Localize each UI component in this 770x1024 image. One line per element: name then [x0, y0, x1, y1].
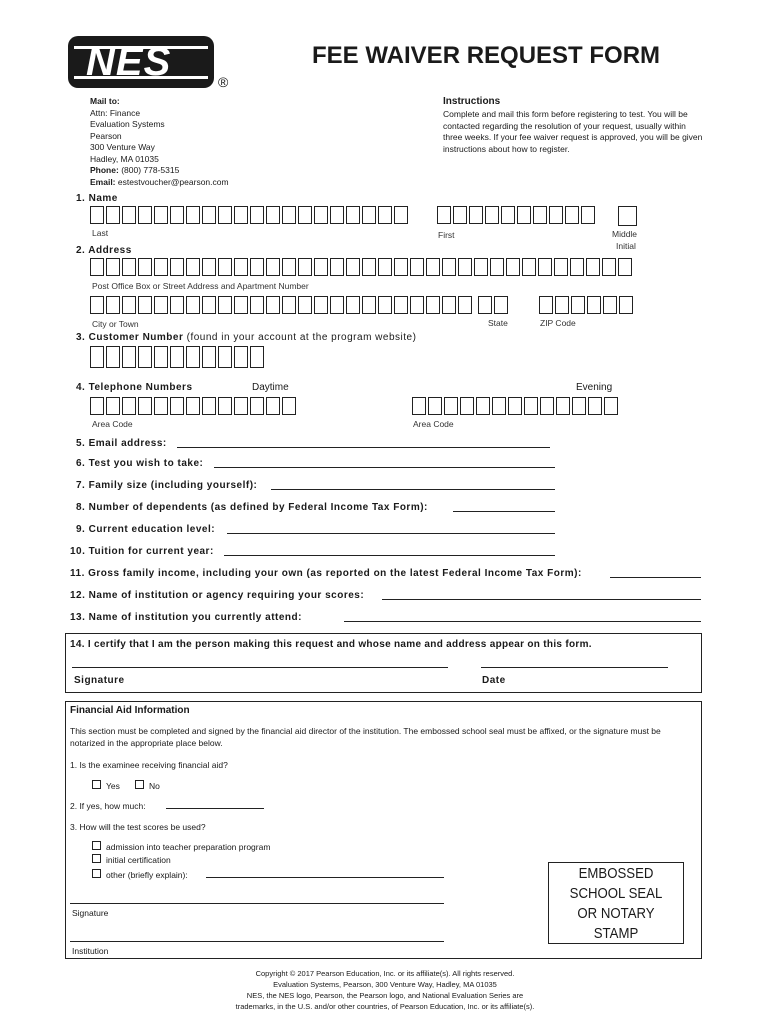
yes-checkbox[interactable]: [92, 780, 101, 789]
zip-boxes[interactable]: [539, 296, 635, 314]
q11-label: 11. Gross family income, including your own (as reported on the latest Federal Income Tax Form):: [70, 568, 582, 579]
daytime-phone-boxes[interactable]: [90, 397, 298, 415]
stamp-line: STAMP: [593, 925, 639, 942]
last-name-boxes[interactable]: [90, 206, 410, 224]
q13-input[interactable]: [344, 621, 701, 622]
street-label: Post Office Box or Street Address and Apartment Number: [92, 281, 309, 291]
phone-value: (800) 778-5315: [121, 165, 180, 175]
q3-title: 3. Customer Number: [76, 332, 184, 343]
q5-label: 5. Email address:: [76, 438, 167, 449]
email-label: Email:: [90, 176, 116, 187]
aid-yes-option[interactable]: [92, 780, 120, 793]
certify-date-input[interactable]: [481, 667, 668, 668]
other-explain-input[interactable]: [206, 877, 444, 878]
mail-line: 300 Venture Way: [90, 142, 155, 152]
nes-logo: [68, 36, 218, 88]
q3-label: [76, 332, 416, 343]
aid-q2: 2. If yes, how much:: [70, 801, 146, 811]
aid-amount-input[interactable]: [166, 808, 264, 809]
option-certification[interactable]: [92, 854, 171, 867]
q9-label: 9. Current education level:: [76, 524, 216, 535]
aid-signature-input[interactable]: [70, 903, 444, 904]
footer-line: Evaluation Systems, Pearson, 300 Venture Way, Hadley, MA 01035: [273, 980, 497, 989]
mail-line: Attn: Finance: [90, 107, 141, 118]
state-boxes[interactable]: [478, 296, 510, 314]
no-checkbox[interactable]: [135, 780, 144, 789]
initial-label: Initial: [616, 241, 636, 251]
email-value: estestvoucher@pearson.com: [117, 176, 229, 187]
mail-heading: Mail to:: [90, 96, 120, 106]
q7-input[interactable]: [271, 489, 555, 490]
aid-no-option[interactable]: [135, 780, 160, 793]
q13-label: 13. Name of institution you currently attend:: [70, 612, 302, 623]
aid-signature-label: Signature: [72, 908, 109, 918]
evening-phone-boxes[interactable]: [412, 397, 620, 415]
certify-date-label: Date: [482, 675, 506, 686]
q4-label: 4. Telephone Numbers: [76, 382, 193, 393]
stamp-line: OR NOTARY: [577, 905, 655, 922]
evening-area-code-label: Area Code: [413, 419, 454, 429]
mail-line: Evaluation Systems: [90, 119, 165, 129]
q8-label: 8. Number of dependents (as defined by Federal Income Tax Form):: [76, 502, 428, 513]
q5-input[interactable]: [177, 447, 550, 448]
aid-institution-label: Institution: [72, 946, 109, 956]
daytime-area-code-label: Area Code: [92, 419, 133, 429]
street-boxes[interactable]: [90, 258, 634, 276]
q12-label: 12. Name of institution or agency requiring your scores:: [70, 590, 365, 601]
q6-input[interactable]: [214, 467, 555, 468]
q6-label: 6. Test you wish to take:: [76, 458, 204, 469]
certify-signature-input[interactable]: [72, 667, 448, 668]
q10-label: 10. Tuition for current year:: [70, 546, 214, 557]
phone-label: Phone:: [90, 165, 119, 175]
q9-input[interactable]: [227, 533, 555, 534]
q3-note: (found in your account at the program website): [183, 332, 417, 343]
registered-mark: ®: [218, 74, 229, 90]
q12-input[interactable]: [382, 599, 701, 600]
no-label: No: [149, 781, 160, 791]
certify-signature-label: Signature: [74, 675, 125, 686]
middle-initial-box[interactable]: [618, 206, 639, 226]
certify-text: 14. I certify that I am the person making this request and whose name and address appear on this form.: [70, 639, 592, 650]
middle-label: Middle: [612, 229, 638, 239]
stamp-line: SCHOOL SEAL: [569, 885, 663, 902]
instructions-heading: Instructions: [443, 96, 501, 107]
zip-label: ZIP Code: [540, 318, 576, 328]
footer-line: trademarks, in the U.S. and/or other countries, of Pearson Education, Inc. or its affiliate(s).: [235, 1002, 535, 1011]
certification-label: initial certification: [106, 855, 171, 865]
q2-label: 2. Address: [76, 245, 132, 256]
q10-input[interactable]: [224, 555, 555, 556]
state-label: State: [488, 318, 508, 328]
aid-q1: 1. Is the examinee receiving financial aid?: [70, 760, 228, 770]
q11-input[interactable]: [610, 577, 701, 578]
stamp-line: EMBOSSED: [578, 865, 654, 882]
certification-checkbox[interactable]: [92, 854, 101, 863]
aid-q3: 3. How will the test scores be used?: [70, 822, 206, 832]
customer-number-boxes[interactable]: [90, 346, 266, 368]
footer-line: Copyright © 2017 Pearson Education, Inc. or its affiliate(s). All rights reserved.: [255, 969, 515, 978]
yes-label: Yes: [106, 781, 120, 791]
admission-label: admission into teacher preparation program: [106, 842, 271, 852]
stamp-text: [556, 864, 676, 944]
aid-intro: This section must be completed and signed by the financial aid director of the institution. The embossed school seal must be affixed, or the signature must be notarized in the appropriate place below.: [70, 726, 661, 748]
q8-input[interactable]: [453, 511, 555, 512]
footer: [0, 968, 770, 1012]
logo-text: NES: [86, 40, 172, 84]
q7-label: 7. Family size (including yourself):: [76, 480, 258, 491]
mail-block: [90, 96, 350, 188]
first-name-boxes[interactable]: [437, 206, 597, 224]
instructions-text: Complete and mail this form before registering to test. You will be contacted regarding the resolution of your request, usually within three weeks. If your fee waiver request is approved, you will be given instructions about how to register.: [443, 109, 703, 154]
first-label: First: [438, 230, 455, 240]
other-label: other (briefly explain):: [106, 870, 188, 880]
mail-line: Pearson: [90, 130, 122, 141]
mail-line: Hadley, MA 01035: [90, 153, 159, 164]
aid-heading: Financial Aid Information: [70, 705, 190, 716]
city-boxes[interactable]: [90, 296, 474, 314]
daytime-label: Daytime: [252, 382, 289, 393]
instructions-block: [443, 96, 703, 155]
q1-label: 1. Name: [76, 193, 118, 204]
page-title: FEE WAIVER REQUEST FORM: [312, 42, 661, 69]
option-admission[interactable]: [92, 841, 270, 854]
aid-institution-input[interactable]: [70, 941, 444, 942]
last-label: Last: [92, 228, 109, 238]
evening-label: Evening: [576, 382, 613, 393]
city-label: City or Town: [92, 319, 139, 329]
option-other[interactable]: [92, 869, 188, 882]
other-checkbox[interactable]: [92, 869, 101, 878]
footer-line: NES, the NES logo, Pearson, the Pearson logo, and National Evaluation Series are: [246, 991, 524, 1000]
admission-checkbox[interactable]: [92, 841, 101, 850]
